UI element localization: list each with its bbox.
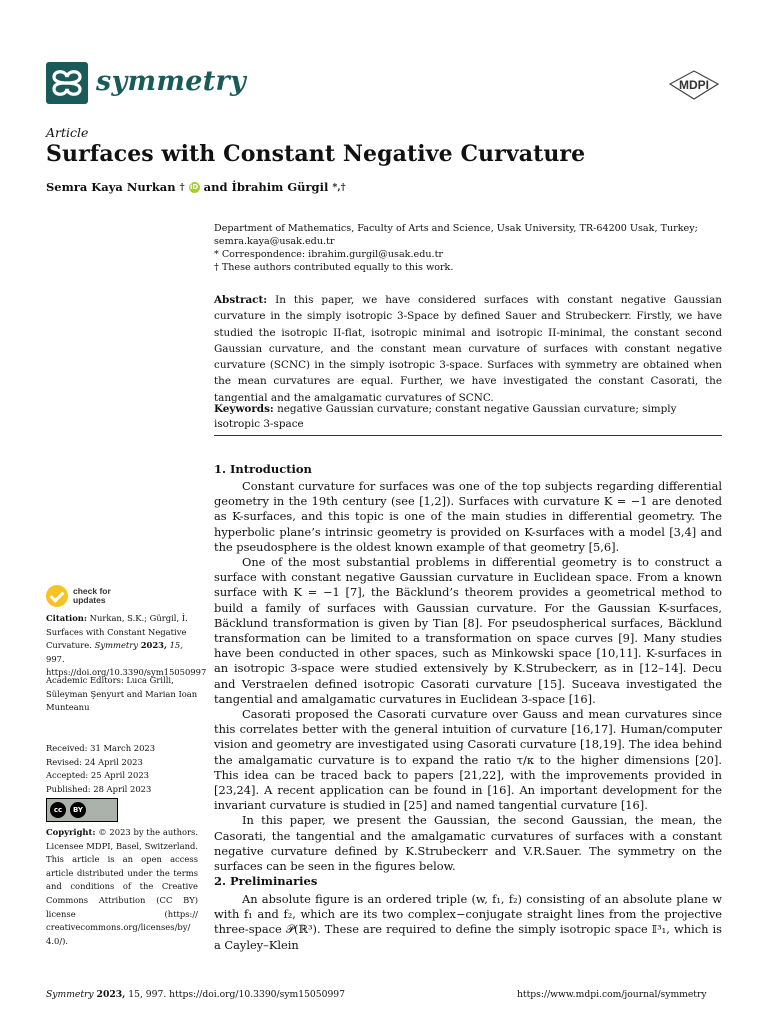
abstract-text: In this paper, we have considered surfaces with constant negative Gaussian curvature in the simply isotropic 3-Space by defined Sauer and Strubeckerr. Firstly, we have studied the isotropic II-flat, isotropic minimal and isotropic II-minimal, the constant second Gaussian curvature, and the constant mean curvature of surfaces with constant negative curvature (SCNC) in the simply isotropic 3-space. Surfaces with symmetry are obtained when the mean curvatures are equal. Further, we have investigated the constant Casorati, the tangential and the amalgamatic curvatures of SCNC. (214, 294, 722, 404)
check-for-updates-badge[interactable] (46, 585, 111, 607)
check-line-2: updates (73, 595, 106, 605)
cc-by-license-badge[interactable] (46, 798, 118, 822)
keywords-text: negative Gaussian curvature; constant negative Gaussian curvature; simply isotropic 3-space (214, 403, 677, 430)
svg-text:MDPI: MDPI (679, 78, 709, 92)
paragraph: One of the most substantial problems in differential geometry is to construct a surface with constant negative Gaussian curvature in Euclidean space. From a known surface with K = −1 [7], the Bäcklund’s theorem provides a geometrical method to build a family of surfaces with Gaussian curvature. For the Gaussian K-surfaces, Bäcklund transformation is given by Tian [8]. For pseudospherical surfaces, Bäcklund transformation can be limited to a transformation on space curves [9]. Many studies have been conducted in other spaces, such as Minkowski space [10,11]. K-surfaces in an isotropic 3-space were studied extensively by K.Strubeckerr, as in [12–14]. Decu and Verstraelen defined isotropic Casorati curvature [15]. Suceava investigated the tangential and amalgamatic curvatures in Euclidean 3-space [16]. (214, 555, 722, 706)
affiliation-email[interactable]: semra.kaya@usak.edu.tr (214, 236, 335, 247)
citation-journal: Symmetry (94, 640, 139, 651)
copyright-text: © 2023 by the authors. Licensee MDPI, Basel, Switzerland. This article is an open access article distributed under the terms and conditions of the Creative Commons Attribution (CC BY) license (https:// creativecommons.org/licenses/by/ 4.0/). (46, 827, 198, 946)
journal-name: symmetry (96, 66, 246, 97)
paragraph: Casorati proposed the Casorati curvature over Gauss and mean curvatures since this correlates better with the general intuition of curvature [16,17]. Human/computer vision and geometry are investigated using Casorati curvature [18,19]. The idea behind the amalgamatic curvature is to expand the ratio τ/κ to the higher dimensions [20]. This idea can be traced back to papers [21,22], with the improvements provided in [23,24]. A recent application can be found in [16]. An important development for the invariant curvature is studied in [25] and named tangential curvature [16]. (214, 707, 722, 813)
check-icon (46, 585, 68, 607)
author-1-mark: † (179, 181, 185, 193)
paragraph: Constant curvature for surfaces was one of the top subjects regarding differential geometry in the 19th century (see [1,2]). Surfaces with curvature K = −1 are denoted as K-surfaces, and this topic is one of the main studies in differential geometry. The hyperbolic plane’s intrinsic geometry is provided on K-surfaces with a model [3,4] and the pseudosphere is the oldest known example of that geometry [5,6]. (214, 479, 722, 554)
date-received: Received: 31 March 2023 (46, 743, 156, 753)
citation-text: Nurkan, S.K.; Gürgil, İ. Surfaces with Constant Negative Curvature. (46, 613, 188, 651)
date-revised: Revised: 24 April 2023 (46, 756, 143, 767)
orcid-icon[interactable]: iD (190, 182, 199, 191)
check-line-1: check for (73, 586, 111, 596)
correspondence: * Correspondence: ibrahim.gurgil@usak.edu.tr (214, 249, 444, 260)
citation-label: Citation: (46, 613, 87, 623)
author-1[interactable]: Semra Kaya Nurkan (46, 180, 176, 194)
paragraph: In this paper, we present the Gaussian, the second Gaussian, the mean, the Casorati, the tangential and the amalgamatic curvatures of surfaces with a constant negative curvature defined by K.Strubeckerr and V.R.Sauer. The symmetry on the surfaces can be seen in the figures below. (214, 813, 722, 874)
divider (214, 435, 722, 436)
affiliation-block (214, 222, 714, 274)
keywords (214, 402, 722, 432)
abstract-label: Abstract: (214, 294, 268, 306)
date-published: Published: 28 April 2023 (46, 783, 152, 794)
academic-editors: Academic Editors: Luca Grilli, Süleyman Şenyurt and Marian Ioan Munteanu (46, 675, 198, 713)
preliminaries-body (214, 892, 722, 953)
date-accepted: Accepted: 25 April 2023 (46, 770, 149, 781)
introduction-body (214, 479, 722, 874)
cc-icon: cc (50, 802, 66, 818)
paragraph: An absolute figure is an ordered triple (w, f₁, f₂) consisting of an absolute plane w with f₁ and f₂, which are its two complex−conjugate straight lines from the projective three-space 𝒫(ℝ³). These are required to define the simply isotropic space 𝕀³₁, which is a Cayley–Klein (214, 892, 722, 952)
dates-block (46, 742, 198, 796)
affiliation-dept: Department of Mathematics, Faculty of Arts and Science, Usak University, TR-64200 Usak, Turkey; (214, 223, 698, 234)
author-line (46, 180, 346, 194)
author-join: and (203, 180, 228, 194)
mdpi-logo (668, 70, 720, 100)
journal-logo-icon (46, 62, 88, 104)
equal-contribution: † These authors contributed equally to this work. (214, 262, 454, 273)
author-2-mark: *,† (332, 181, 346, 193)
section-heading-preliminaries: 2. Preliminaries (214, 874, 318, 888)
footer-url[interactable]: https://www.mdpi.com/journal/symmetry (517, 989, 707, 1000)
citation-volume: 15, (169, 640, 183, 651)
footer-doi[interactable]: 15, 997. https://doi.org/10.3390/sym15050997 (128, 989, 345, 1000)
footer-citation (46, 989, 345, 1000)
footer-journal: Symmetry (46, 989, 94, 1000)
keywords-label: Keywords: (214, 403, 274, 415)
section-heading-introduction: 1. Introduction (214, 462, 312, 476)
author-2[interactable]: İbrahim Gürgil (231, 180, 329, 194)
copyright-label: Copyright: (46, 827, 96, 837)
by-icon: BY (70, 802, 86, 818)
copyright-block (46, 826, 198, 948)
article-type: Article (46, 125, 89, 140)
citation-pages: 997. (46, 653, 65, 664)
citation-year: 2023, (140, 640, 167, 651)
abstract (214, 292, 722, 406)
citation-block (46, 612, 207, 680)
paper-title: Surfaces with Constant Negative Curvature (46, 141, 586, 167)
footer-year: 2023, (96, 989, 126, 1000)
citation-doi[interactable]: https://doi.org/10.3390/sym15050997 (46, 667, 207, 678)
